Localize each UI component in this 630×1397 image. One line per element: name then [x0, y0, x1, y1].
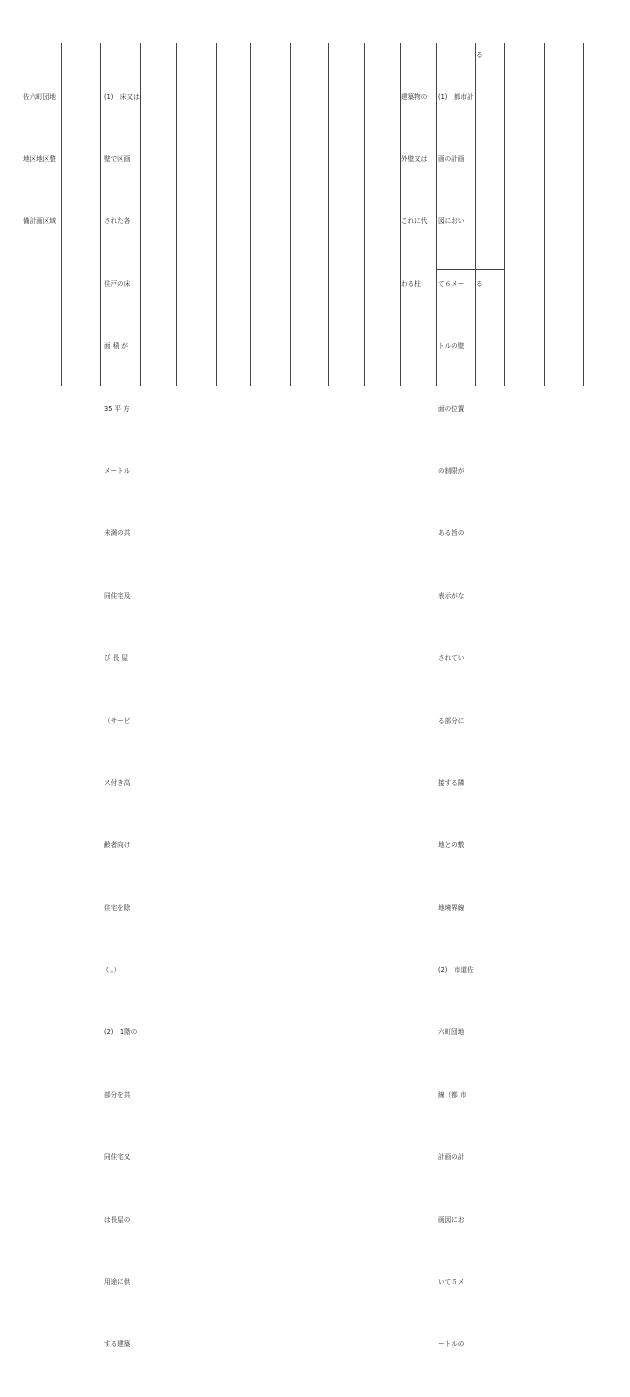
text-line: 面 積 が	[104, 342, 128, 351]
text-line: び 長 屋	[104, 654, 128, 663]
text-line: (1) 都市計	[438, 92, 474, 101]
district-name-cell	[23, 45, 56, 274]
column-rule	[436, 43, 437, 386]
text-line: 地区地区整	[23, 154, 56, 163]
text-line: 未満の共	[104, 529, 131, 538]
column-rule	[140, 43, 141, 386]
text-line: 接する隣	[438, 778, 465, 787]
text-line: いて５メ	[438, 1278, 465, 1287]
text-line: 部分を共	[104, 1090, 131, 1099]
text-line: 表示がな	[438, 591, 465, 600]
wall-label-cell	[401, 45, 427, 336]
column-rule	[328, 43, 329, 386]
text-line: の制限が	[438, 466, 465, 475]
text-line: 画の計画	[438, 154, 465, 163]
text-line: 住宅を除	[104, 903, 131, 912]
text-line: (2) 市道佐	[438, 966, 474, 975]
text-line: ス付き高	[104, 778, 131, 787]
text-line: 35 平 方	[104, 404, 130, 413]
column-rule	[100, 43, 101, 386]
text-line: わる柱	[401, 279, 421, 288]
text-line: 六町団地	[438, 1028, 465, 1037]
text-line: ある旨の	[438, 529, 465, 538]
text-line: これに代	[401, 217, 428, 226]
column-rule	[544, 43, 545, 386]
text-line: 地との敷	[438, 841, 465, 850]
text-line: 計画の計	[438, 1153, 465, 1162]
column-rule	[61, 43, 62, 386]
text-line: された各	[104, 217, 131, 226]
text-line: （サービ	[104, 716, 131, 725]
text-line: (1) 床又は	[104, 92, 140, 101]
column-rule	[176, 43, 177, 386]
text-line: 住戸の床	[104, 279, 131, 288]
wall-restriction-cell	[438, 45, 474, 1397]
column-rule	[583, 43, 584, 386]
text-line: 用途に供	[104, 1278, 131, 1287]
text-line: 図におい	[438, 217, 465, 226]
text-line: 地境界線	[438, 903, 465, 912]
text-line: る部分に	[438, 716, 465, 725]
text-line: 備計画区域	[23, 217, 56, 226]
column-rule	[504, 43, 505, 386]
text-line: 同住宅又	[104, 1153, 131, 1162]
text-line: 外壁又は	[401, 154, 428, 163]
text-line: 壁で区画	[104, 154, 131, 163]
text-line: トルの壁	[438, 342, 465, 351]
text-line: 同住宅及	[104, 591, 131, 600]
column-rule	[216, 43, 217, 386]
text-line: 線（都 市	[438, 1090, 467, 1099]
column-rule	[290, 43, 291, 386]
text-line: く。）	[104, 966, 121, 975]
overflow-char: る	[476, 280, 483, 288]
column-rule	[250, 43, 251, 386]
text-line: 建築物の	[401, 92, 428, 101]
text-line: (2) 1階の	[104, 1028, 138, 1037]
text-line: されてい	[438, 654, 465, 663]
text-line: は長屋の	[104, 1215, 131, 1224]
column-rule	[364, 43, 365, 386]
text-line: て６メー	[438, 279, 465, 288]
text-line: 画図にお	[438, 1215, 465, 1224]
overflow-char: る	[476, 51, 483, 59]
text-line: 佐六町団地	[23, 92, 56, 101]
text-line: メートル	[104, 466, 131, 475]
text-line: ートルの	[438, 1340, 465, 1349]
column-rule	[475, 43, 476, 386]
text-line: する建築	[104, 1340, 131, 1349]
text-line: 面の位置	[438, 404, 465, 413]
use-restriction-cell	[104, 45, 140, 1397]
text-line: 齢者向け	[104, 841, 131, 850]
